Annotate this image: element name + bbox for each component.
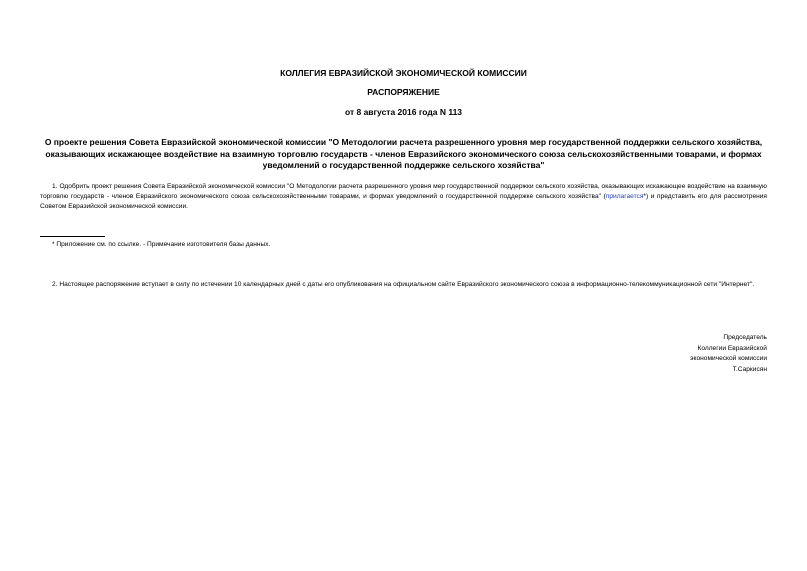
paragraph-1-text: 1. Одобрить проект решения Совета Евразийской экономической комиссии "О Методологии расчета разрешенного уровня мер государственной поддержки сельского хозяйства, оказывающих искажающее воздействие на взаимную торговлю государств - членов Евразийского экономического союза сельскохозяйственными товарами, и формах уведомлений о государственной поддержке сельского хозяйства" ( xyxy=(40,183,767,201)
paragraph-2 xyxy=(40,280,767,290)
signature-organization: экономической комиссии xyxy=(690,355,767,363)
signature-name: Т.Саркисян xyxy=(732,365,767,373)
paragraph-1-tail: *) и представить его для рассмотрения Советом Евразийской экономической комиссии. xyxy=(40,193,768,211)
attachment-link[interactable]: прилагается xyxy=(605,193,644,201)
issuer-heading: КОЛЛЕГИЯ ЕВРАЗИЙСКОЙ ЭКОНОМИЧЕСКОЙ КОМИССИИ xyxy=(280,68,527,78)
document-title: О проекте решения Совета Евразийской экономической комиссии "О Методологии расчета разрешенного уровня мер государственной поддержки сельского хозяйства, оказывающих искажающее воздействие на взаимную торговлю государств - членов Евразийского экономического союза сельскохозяйственными товарами, и формах уведомлений о государственной поддержке сельского хозяйства" xyxy=(44,137,763,170)
date-number-heading: от 8 августа 2016 года N 113 xyxy=(344,107,463,117)
document-type-heading: РАСПОРЯЖЕНИЕ xyxy=(367,87,440,97)
paragraph-1 xyxy=(40,182,767,213)
signature-body: Коллегии Евразийской xyxy=(697,344,767,352)
footnote-divider xyxy=(40,236,105,237)
footnote: * Приложение см. по ссылке. - Примечание изготовителя базы данных. xyxy=(52,241,271,248)
paragraph-2-text: 2. Настоящее распоряжение вступает в силу по истечении 10 календарных дней с даты его опубликования на официальном сайте Евразийского экономического союза в информационно-телекоммуникационной сети "Интернет". xyxy=(52,281,755,288)
signature-title: Председатель xyxy=(723,334,767,341)
signature-block xyxy=(690,333,767,375)
